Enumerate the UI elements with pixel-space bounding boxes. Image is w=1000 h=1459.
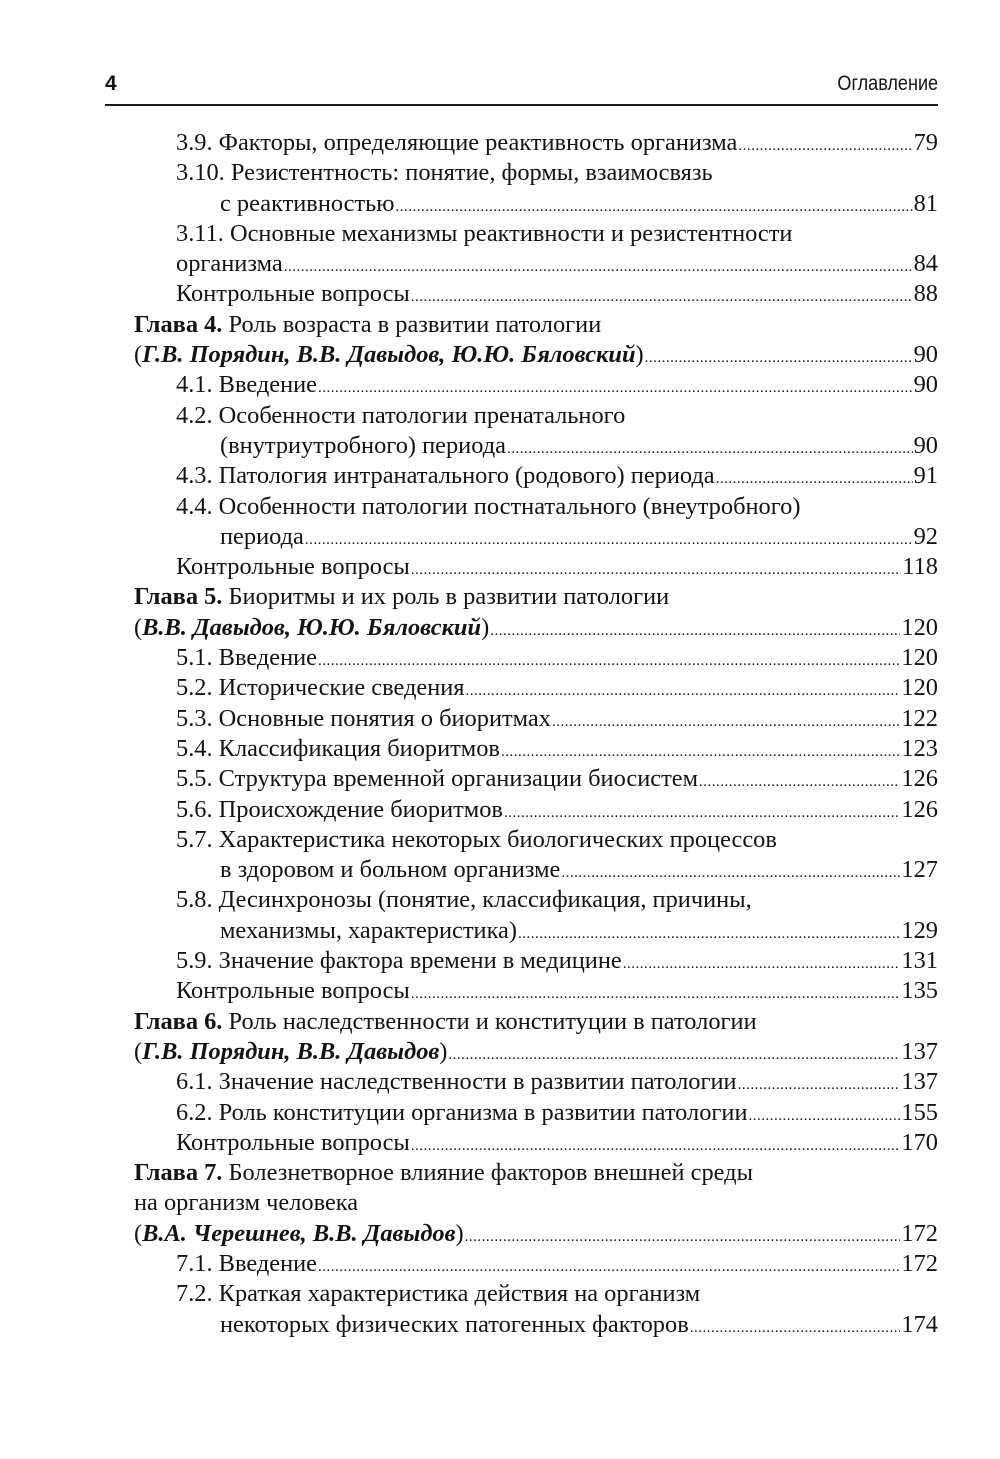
toc-entry-6-2: 6.2. Роль конституции организма в развитии патологии ..... 155 [134, 1098, 938, 1128]
toc-page-number: 90 [913, 341, 938, 369]
toc-entry-5-7: 5.7. Характеристика некоторых биологических процессов в здоровом и больном организме ..... 127 [134, 825, 938, 886]
toc-page-number: 135 [901, 977, 938, 1005]
toc-entry-5-5: 5.5. Структура временной организации биосистем ..... 126 [134, 764, 938, 794]
toc-entry-3-9: 3.9. Факторы, определяющие реактивность организма ..... 79 [134, 128, 938, 158]
toc-entry-review-questions-6: Контрольные вопросы ..... 170 [134, 1128, 938, 1158]
chapter-authors: В.В. Давыдов, Ю.Ю. Бяловский [142, 613, 482, 641]
toc-page-number: 170 [901, 1128, 938, 1156]
toc-page-number: 172 [901, 1219, 938, 1247]
chapter-label: Глава 7. [134, 1159, 223, 1187]
toc-page-number: 126 [901, 795, 938, 823]
toc-page-number: 127 [901, 856, 938, 884]
table-of-contents [134, 128, 938, 1340]
toc-entry-5-6: 5.6. Происхождение биоритмов ..... 126 [134, 795, 938, 825]
toc-page-number: 174 [901, 1310, 938, 1338]
toc-entry-4-1: 4.1. Введение ..... 90 [134, 370, 938, 400]
toc-entry-4-3: 4.3. Патология интранатального (родового) периода ..... 91 [134, 461, 938, 491]
toc-page-number: 92 [913, 522, 938, 550]
page-header [105, 70, 938, 106]
chapter-authors: В.А. Черешнев, В.В. Давыдов [142, 1219, 456, 1247]
chapter-authors: Г.В. Порядин, В.В. Давыдов, Ю.Ю. Бяловский [142, 341, 636, 369]
toc-entry-3-10: 3.10. Резистентность: понятие, формы, взаимосвязь с реактивностью ..... 81 [134, 158, 938, 219]
toc-page-number: 88 [913, 280, 938, 308]
toc-page-number: 90 [913, 371, 938, 399]
toc-entry-5-4: 5.4. Классификация биоритмов ..... 123 [134, 734, 938, 764]
chapter-label: Глава 6. [134, 1007, 223, 1035]
toc-page-number: 120 [901, 613, 938, 641]
chapter-title-continued: на организм человека [134, 1189, 359, 1217]
toc-entry-review-questions-3: Контрольные вопросы ..... 88 [134, 279, 938, 309]
toc-page-number: 79 [913, 129, 938, 156]
toc-page-number: 129 [901, 916, 938, 944]
toc-page-number: 123 [901, 734, 938, 762]
page-number: 4 [105, 72, 117, 95]
toc-page-number: 122 [901, 704, 938, 732]
toc-entry-5-1: 5.1. Введение ..... 120 [134, 643, 938, 673]
toc-entry-5-3: 5.3. Основные понятия о биоритмах ..... 122 [134, 704, 938, 734]
toc-entry-7-2: 7.2. Краткая характеристика действия на организм некоторых физических патогенных факторов ..... 174 [134, 1279, 938, 1340]
toc-page-number: 137 [901, 1037, 938, 1065]
toc-page-number: 81 [913, 189, 938, 217]
toc-entry-5-9: 5.9. Значение фактора времени в медицине ..... 131 [134, 946, 938, 976]
toc-entry-4-4: 4.4. Особенности патологии постнатального (внеутробного) периода ..... 92 [134, 492, 938, 553]
toc-page-number: 131 [901, 947, 938, 975]
toc-chapter-7: Глава 7. Болезнетворное влияние факторов внешней среды на организм человека (В.А. Черешнев, В.В. Давыдов) ..... 172 [134, 1158, 938, 1249]
chapter-label: Глава 5. [134, 583, 223, 611]
toc-chapter-4: Глава 4. Роль возраста в развитии патологии (Г.В. Порядин, В.В. Давыдов, Ю.Ю. Бяловский) ..... 90 [134, 310, 938, 371]
toc-page-number: 172 [901, 1249, 938, 1277]
chapter-title: Биоритмы и их роль в развитии патологии [228, 583, 670, 611]
toc-entry-6-1: 6.1. Значение наследственности в развитии патологии ..... 137 [134, 1067, 938, 1097]
chapter-title: Роль возраста в развитии патологии [228, 310, 602, 338]
toc-chapter-5: Глава 5. Биоритмы и их роль в развитии патологии (В.В. Давыдов, Ю.Ю. Бяловский) ..... 120 [134, 582, 938, 643]
toc-page-number: 90 [913, 431, 938, 459]
toc-page-number: 126 [901, 765, 938, 793]
toc-chapter-6: Глава 6. Роль наследственности и конституции в патологии (Г.В. Порядин, В.В. Давыдов) ..... 137 [134, 1007, 938, 1068]
toc-entry-3-11: 3.11. Основные механизмы реактивности и резистентности организма ..... 84 [134, 219, 938, 280]
chapter-label: Глава 4. [134, 310, 223, 338]
toc-entry-review-questions-5: Контрольные вопросы ..... 135 [134, 976, 938, 1006]
toc-page-number: 120 [901, 674, 938, 702]
toc-entry-review-questions-4: Контрольные вопросы ..... 118 [134, 552, 938, 582]
toc-page-number: 137 [901, 1068, 938, 1096]
toc-page-number: 84 [913, 250, 938, 278]
toc-page-number: 118 [902, 553, 938, 581]
running-title: Оглавление [837, 72, 938, 95]
toc-page-number: 155 [901, 1098, 938, 1126]
toc-entry-4-2: 4.2. Особенности патологии пренатального (внутриутробного) периода ..... 90 [134, 401, 938, 462]
chapter-title: Роль наследственности и конституции в патологии [228, 1007, 757, 1035]
chapter-authors: Г.В. Порядин, В.В. Давыдов [142, 1037, 440, 1065]
toc-entry-7-1: 7.1. Введение ..... 172 [134, 1249, 938, 1279]
chapter-title: Болезнетворное влияние факторов внешней среды [228, 1159, 753, 1187]
toc-entry-5-8: 5.8. Десинхронозы (понятие, классификация, причины, механизмы, характеристика) ..... 129 [134, 885, 938, 946]
toc-entry-5-2: 5.2. Исторические сведения ..... 120 [134, 673, 938, 703]
toc-page-number: 120 [901, 644, 938, 672]
toc-page-number: 91 [913, 462, 938, 490]
